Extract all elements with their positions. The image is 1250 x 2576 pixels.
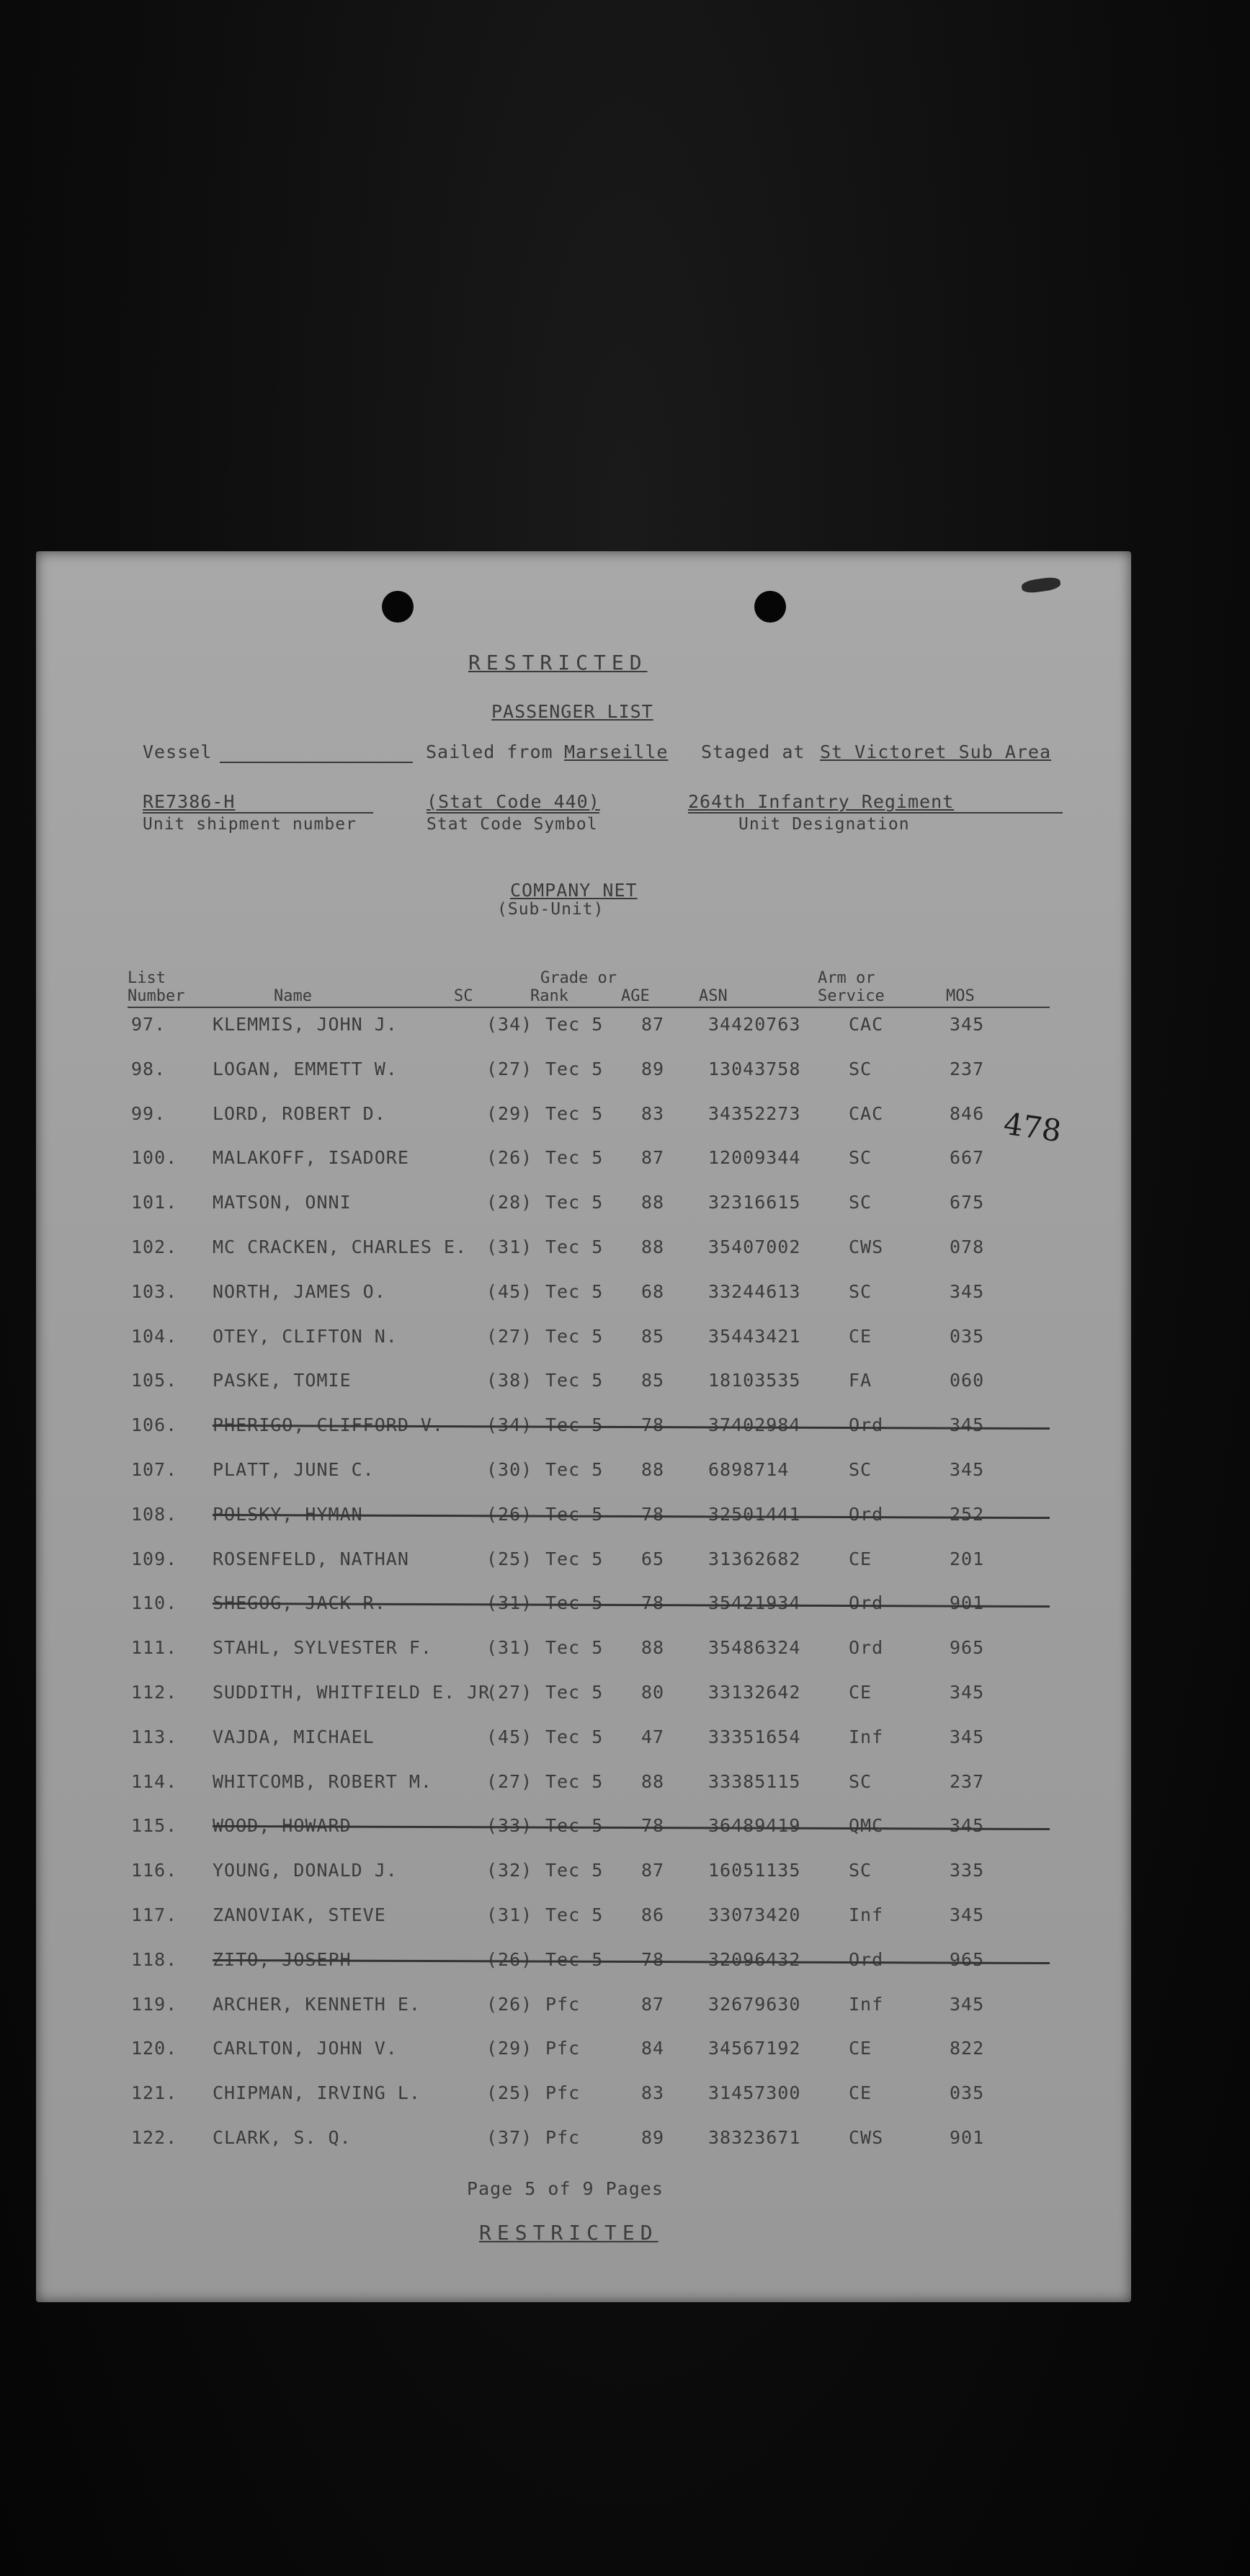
cell-sc: (26) xyxy=(486,1504,533,1525)
cell-num: 106. xyxy=(131,1414,178,1435)
cell-name: ARCHER, KENNETH E. xyxy=(213,1994,421,2015)
cell-grade: Tec 5 xyxy=(545,1370,604,1391)
cell-num: 119. xyxy=(131,1994,178,2015)
cell-name: YOUNG, DONALD J. xyxy=(213,1860,398,1881)
table-row xyxy=(36,1236,1131,1265)
cell-arm: QMC xyxy=(849,1815,884,1836)
cell-mos: 035 xyxy=(950,2082,985,2103)
cell-asn: 37402984 xyxy=(708,1414,801,1435)
cell-num: 109. xyxy=(131,1548,178,1569)
cell-age: 87 xyxy=(641,1147,665,1168)
table-row xyxy=(36,1860,1131,1889)
cell-mos: 965 xyxy=(950,1949,985,1970)
cell-name: LORD, ROBERT D. xyxy=(213,1103,386,1124)
table-row xyxy=(36,1326,1131,1355)
cell-age: 85 xyxy=(641,1326,665,1347)
table-row xyxy=(36,2038,1131,2067)
cell-mos: 345 xyxy=(950,1014,985,1035)
handwritten-note: 478 xyxy=(1001,1105,1064,1149)
cell-asn: 33132642 xyxy=(708,1682,801,1703)
table-row xyxy=(36,1904,1131,1933)
cell-asn: 32501441 xyxy=(708,1504,801,1525)
cell-arm: SC xyxy=(849,1771,872,1792)
vessel-blank xyxy=(220,762,413,763)
cell-sc: (27) xyxy=(486,1682,533,1703)
cell-asn: 31362682 xyxy=(708,1548,801,1569)
cell-grade: Tec 5 xyxy=(545,1459,604,1480)
punch-hole xyxy=(382,591,414,623)
cell-asn: 13043758 xyxy=(708,1059,801,1079)
cell-sc: (45) xyxy=(486,1281,533,1302)
cell-arm: FA xyxy=(849,1370,872,1391)
cell-sc: (38) xyxy=(486,1370,533,1391)
cell-grade: Tec 5 xyxy=(545,1548,604,1569)
cell-asn: 35407002 xyxy=(708,1236,801,1257)
cell-mos: 822 xyxy=(950,2038,985,2059)
cell-sc: (33) xyxy=(486,1815,533,1836)
cell-num: 113. xyxy=(131,1726,178,1747)
cell-name: WHITCOMB, ROBERT M. xyxy=(213,1771,432,1792)
cell-age: 88 xyxy=(641,1192,665,1213)
page-indicator: Page 5 of 9 Pages xyxy=(467,2178,664,2199)
cell-age: 87 xyxy=(641,1860,665,1881)
cell-name: PLATT, JUNE C. xyxy=(213,1459,375,1480)
cell-num: 100. xyxy=(131,1147,178,1168)
cell-arm: Ord xyxy=(849,1637,884,1658)
cell-age: 87 xyxy=(641,1014,665,1035)
header-rule xyxy=(128,1007,1050,1008)
table-row xyxy=(36,1459,1131,1488)
cell-arm: Ord xyxy=(849,1592,884,1613)
cell-arm: CE xyxy=(849,2082,872,2103)
cell-sc: (27) xyxy=(486,1771,533,1792)
cell-sc: (25) xyxy=(486,2082,533,2103)
column-header-number: Number xyxy=(128,987,185,1005)
table-row xyxy=(36,1192,1131,1221)
stat-code-value: (Stat Code 440) xyxy=(427,791,600,812)
cell-asn: 34420763 xyxy=(708,1014,801,1035)
table-row xyxy=(36,1682,1131,1711)
cell-age: 84 xyxy=(641,2038,665,2059)
cell-sc: (34) xyxy=(486,1014,533,1035)
cell-sc: (26) xyxy=(486,1949,533,1970)
cell-sc: (31) xyxy=(486,1904,533,1925)
cell-sc: (28) xyxy=(486,1192,533,1213)
cell-asn: 33073420 xyxy=(708,1904,801,1925)
cell-age: 89 xyxy=(641,2127,665,2148)
cell-num: 107. xyxy=(131,1459,178,1480)
column-header-list: List xyxy=(128,969,166,987)
cell-sc: (32) xyxy=(486,1860,533,1881)
table-row xyxy=(36,1504,1131,1533)
staged-at-place: St Victoret Sub Area xyxy=(820,741,1052,762)
cell-age: 87 xyxy=(641,1994,665,2015)
unit-shipment-label: Unit shipment number xyxy=(143,815,357,834)
table-row xyxy=(36,2082,1131,2111)
column-header-sc: SC xyxy=(454,987,473,1005)
cell-asn: 12009344 xyxy=(708,1147,801,1168)
cell-arm: SC xyxy=(849,1059,872,1079)
cell-age: 78 xyxy=(641,1414,665,1435)
cell-asn: 34567192 xyxy=(708,2038,801,2059)
cell-num: 98. xyxy=(131,1059,166,1079)
cell-grade: Pfc xyxy=(545,2082,581,2103)
cell-arm: SC xyxy=(849,1860,872,1881)
table-row xyxy=(36,1414,1131,1443)
cell-name: MC CRACKEN, CHARLES E. xyxy=(213,1236,468,1257)
cell-name: POLSKY, HYMAN xyxy=(213,1504,363,1525)
cell-num: 99. xyxy=(131,1103,166,1124)
cell-name: NORTH, JAMES O. xyxy=(213,1281,386,1302)
cell-mos: 901 xyxy=(950,2127,985,2148)
cell-grade: Tec 5 xyxy=(545,1815,604,1836)
cell-asn: 31457300 xyxy=(708,2082,801,2103)
cell-age: 88 xyxy=(641,1236,665,1257)
cell-mos: 345 xyxy=(950,1994,985,2015)
table-row xyxy=(36,1059,1131,1087)
column-header-service: Service xyxy=(818,987,885,1005)
cell-arm: SC xyxy=(849,1459,872,1480)
cell-name: ZITO, JOSEPH xyxy=(213,1949,352,1970)
cell-name: STAHL, SYLVESTER F. xyxy=(213,1637,432,1658)
cell-arm: Ord xyxy=(849,1414,884,1435)
cell-name: VAJDA, MICHAEL xyxy=(213,1726,375,1747)
cell-sc: (45) xyxy=(486,1726,533,1747)
cell-arm: SC xyxy=(849,1147,872,1168)
cell-age: 78 xyxy=(641,1949,665,1970)
cell-age: 88 xyxy=(641,1637,665,1658)
table-row xyxy=(36,1548,1131,1577)
cell-grade: Tec 5 xyxy=(545,1147,604,1168)
cell-age: 88 xyxy=(641,1459,665,1480)
cell-asn: 36489419 xyxy=(708,1815,801,1836)
cell-mos: 345 xyxy=(950,1459,985,1480)
cell-num: 122. xyxy=(131,2127,178,2148)
cell-name: SHEGOG, JACK R. xyxy=(213,1592,386,1613)
cell-arm: CE xyxy=(849,1682,872,1703)
ink-blot xyxy=(1021,576,1061,594)
punch-hole xyxy=(754,591,786,623)
cell-arm: SC xyxy=(849,1281,872,1302)
cell-age: 65 xyxy=(641,1548,665,1569)
cell-mos: 035 xyxy=(950,1326,985,1347)
cell-mos: 901 xyxy=(950,1592,985,1613)
column-header-name: Name xyxy=(274,987,312,1005)
cell-age: 83 xyxy=(641,2082,665,2103)
cell-age: 68 xyxy=(641,1281,665,1302)
cell-arm: CAC xyxy=(849,1103,884,1124)
cell-grade: Pfc xyxy=(545,2127,581,2148)
cell-num: 110. xyxy=(131,1592,178,1613)
cell-sc: (26) xyxy=(486,1147,533,1168)
cell-num: 114. xyxy=(131,1771,178,1792)
cell-age: 78 xyxy=(641,1815,665,1836)
cell-num: 108. xyxy=(131,1504,178,1525)
cell-name: MATSON, ONNI xyxy=(213,1192,352,1213)
cell-name: PHERIGO, CLIFFORD V. xyxy=(213,1414,445,1435)
column-header-age: AGE xyxy=(621,987,650,1005)
cell-sc: (25) xyxy=(486,1548,533,1569)
cell-grade: Tec 5 xyxy=(545,1014,604,1035)
cell-grade: Tec 5 xyxy=(545,1326,604,1347)
cell-num: 112. xyxy=(131,1682,178,1703)
cell-arm: CE xyxy=(849,1548,872,1569)
cell-mos: 675 xyxy=(950,1192,985,1213)
cell-num: 103. xyxy=(131,1281,178,1302)
cell-name: LOGAN, EMMETT W. xyxy=(213,1059,398,1079)
cell-sc: (31) xyxy=(486,1637,533,1658)
cell-grade: Tec 5 xyxy=(545,1592,604,1613)
cell-grade: Tec 5 xyxy=(545,1192,604,1213)
vessel-label: Vessel xyxy=(143,741,213,762)
unit-designation-label: Unit Designation xyxy=(738,815,910,834)
cell-age: 78 xyxy=(641,1504,665,1525)
cell-name: ROSENFELD, NATHAN xyxy=(213,1548,409,1569)
cell-name: CLARK, S. Q. xyxy=(213,2127,352,2148)
shipment-rule xyxy=(143,812,373,814)
table-row xyxy=(36,1949,1131,1978)
cell-arm: Ord xyxy=(849,1504,884,1525)
cell-grade: Tec 5 xyxy=(545,1726,604,1747)
classification-footer: RESTRICTED xyxy=(479,2221,659,2245)
cell-num: 118. xyxy=(131,1949,178,1970)
cell-mos: 965 xyxy=(950,1637,985,1658)
cell-arm: Inf xyxy=(849,1726,884,1747)
cell-asn: 38323671 xyxy=(708,2127,801,2148)
cell-sc: (31) xyxy=(486,1592,533,1613)
cell-arm: SC xyxy=(849,1192,872,1213)
cell-age: 80 xyxy=(641,1682,665,1703)
cell-asn: 35421934 xyxy=(708,1592,801,1613)
table-row xyxy=(36,1592,1131,1621)
cell-asn: 33244613 xyxy=(708,1281,801,1302)
cell-grade: Tec 5 xyxy=(545,1504,604,1525)
cell-arm: CWS xyxy=(849,1236,884,1257)
cell-name: MALAKOFF, ISADORE xyxy=(213,1147,409,1168)
cell-name: PASKE, TOMIE xyxy=(213,1370,352,1391)
cell-num: 121. xyxy=(131,2082,178,2103)
table-row xyxy=(36,2127,1131,2156)
table-row xyxy=(36,1281,1131,1310)
table-row xyxy=(36,1103,1131,1132)
table-row xyxy=(36,1370,1131,1399)
cell-age: 83 xyxy=(641,1103,665,1124)
cell-asn: 33385115 xyxy=(708,1771,801,1792)
column-header-grade: Grade or xyxy=(540,969,617,987)
cell-arm: CAC xyxy=(849,1014,884,1035)
cell-asn: 6898714 xyxy=(708,1459,790,1480)
unit-shipment-number: RE7386-H xyxy=(143,791,236,812)
cell-num: 117. xyxy=(131,1904,178,1925)
column-header-rank: Rank xyxy=(530,987,568,1005)
cell-arm: Ord xyxy=(849,1949,884,1970)
cell-age: 88 xyxy=(641,1771,665,1792)
table-row xyxy=(36,1994,1131,2023)
cell-asn: 32679630 xyxy=(708,1994,801,2015)
table-row xyxy=(36,1637,1131,1666)
vessel-line xyxy=(143,741,1151,770)
cell-mos: 667 xyxy=(950,1147,985,1168)
cell-grade: Tec 5 xyxy=(545,1860,604,1881)
cell-age: 89 xyxy=(641,1059,665,1079)
table-row xyxy=(36,1771,1131,1800)
cell-arm: Inf xyxy=(849,1994,884,2015)
cell-sc: (29) xyxy=(486,2038,533,2059)
cell-name: OTEY, CLIFTON N. xyxy=(213,1326,398,1347)
cell-mos: 345 xyxy=(950,1281,985,1302)
cell-name: KLEMMIS, JOHN J. xyxy=(213,1014,398,1035)
cell-num: 102. xyxy=(131,1236,178,1257)
cell-sc: (37) xyxy=(486,2127,533,2148)
table-row xyxy=(36,1014,1131,1043)
cell-num: 97. xyxy=(131,1014,166,1035)
cell-arm: CWS xyxy=(849,2127,884,2148)
cell-name: ZANOVIAK, STEVE xyxy=(213,1904,386,1925)
unit-designation-value: 264th Infantry Regiment xyxy=(688,791,955,812)
column-header-arm: Arm or xyxy=(818,969,875,987)
table-row xyxy=(36,1726,1131,1755)
cell-num: 105. xyxy=(131,1370,178,1391)
document-page xyxy=(36,551,1131,2302)
table-row xyxy=(36,1147,1131,1176)
cell-grade: Tec 5 xyxy=(545,1682,604,1703)
cell-num: 101. xyxy=(131,1192,178,1213)
cell-asn: 35443421 xyxy=(708,1326,801,1347)
cell-asn: 34352273 xyxy=(708,1103,801,1124)
cell-mos: 846 xyxy=(950,1103,985,1124)
cell-age: 47 xyxy=(641,1726,665,1747)
cell-arm: CE xyxy=(849,1326,872,1347)
cell-age: 78 xyxy=(641,1592,665,1613)
document-title: PASSENGER LIST xyxy=(491,701,653,722)
cell-grade: Tec 5 xyxy=(545,1637,604,1658)
cell-sc: (26) xyxy=(486,1994,533,2015)
column-header-mos: MOS xyxy=(946,987,975,1005)
sailed-from-port: Marseille xyxy=(564,741,669,762)
cell-grade: Tec 5 xyxy=(545,1281,604,1302)
cell-asn: 32096432 xyxy=(708,1949,801,1970)
cell-mos: 345 xyxy=(950,1815,985,1836)
cell-mos: 237 xyxy=(950,1059,985,1079)
cell-mos: 345 xyxy=(950,1414,985,1435)
cell-asn: 32316615 xyxy=(708,1192,801,1213)
cell-grade: Tec 5 xyxy=(545,1236,604,1257)
cell-asn: 16051135 xyxy=(708,1860,801,1881)
cell-mos: 345 xyxy=(950,1904,985,1925)
cell-num: 120. xyxy=(131,2038,178,2059)
stat-code-label: Stat Code Symbol xyxy=(427,815,598,834)
staged-at-label: Staged at xyxy=(701,741,805,762)
cell-sc: (30) xyxy=(486,1459,533,1480)
cell-asn: 33351654 xyxy=(708,1726,801,1747)
unit-designation-rule xyxy=(688,812,1063,814)
cell-asn: 35486324 xyxy=(708,1637,801,1658)
cell-grade: Tec 5 xyxy=(545,1904,604,1925)
stat-code-rule xyxy=(427,812,599,814)
cell-mos: 237 xyxy=(950,1771,985,1792)
cell-mos: 345 xyxy=(950,1682,985,1703)
cell-grade: Tec 5 xyxy=(545,1059,604,1079)
classification-header: RESTRICTED xyxy=(468,651,648,674)
sub-unit-label: (Sub-Unit) xyxy=(497,900,604,919)
cell-grade: Tec 5 xyxy=(545,1949,604,1970)
sailed-from-label: Sailed from xyxy=(426,741,553,762)
cell-grade: Tec 5 xyxy=(545,1771,604,1792)
cell-sc: (27) xyxy=(486,1059,533,1079)
cell-mos: 201 xyxy=(950,1548,985,1569)
cell-asn: 18103535 xyxy=(708,1370,801,1391)
cell-num: 116. xyxy=(131,1860,178,1881)
cell-grade: Pfc xyxy=(545,1994,581,2015)
cell-age: 86 xyxy=(641,1904,665,1925)
cell-grade: Tec 5 xyxy=(545,1414,604,1435)
cell-mos: 078 xyxy=(950,1236,985,1257)
cell-sc: (31) xyxy=(486,1236,533,1257)
cell-mos: 252 xyxy=(950,1504,985,1525)
sub-unit-value: COMPANY NET xyxy=(510,880,638,901)
cell-sc: (34) xyxy=(486,1414,533,1435)
cell-arm: Inf xyxy=(849,1904,884,1925)
cell-sc: (29) xyxy=(486,1103,533,1124)
cell-age: 85 xyxy=(641,1370,665,1391)
table-row xyxy=(36,1815,1131,1844)
cell-name: CHIPMAN, IRVING L. xyxy=(213,2082,421,2103)
column-header-asn: ASN xyxy=(699,987,728,1005)
cell-grade: Tec 5 xyxy=(545,1103,604,1124)
cell-mos: 345 xyxy=(950,1726,985,1747)
cell-num: 111. xyxy=(131,1637,178,1658)
cell-mos: 060 xyxy=(950,1370,985,1391)
cell-sc: (27) xyxy=(486,1326,533,1347)
cell-arm: CE xyxy=(849,2038,872,2059)
cell-name: WOOD, HOWARD xyxy=(213,1815,352,1836)
cell-num: 115. xyxy=(131,1815,178,1836)
cell-mos: 335 xyxy=(950,1860,985,1881)
cell-num: 104. xyxy=(131,1326,178,1347)
cell-name: SUDDITH, WHITFIELD E. JR xyxy=(213,1682,491,1703)
cell-grade: Pfc xyxy=(545,2038,581,2059)
cell-name: CARLTON, JOHN V. xyxy=(213,2038,398,2059)
